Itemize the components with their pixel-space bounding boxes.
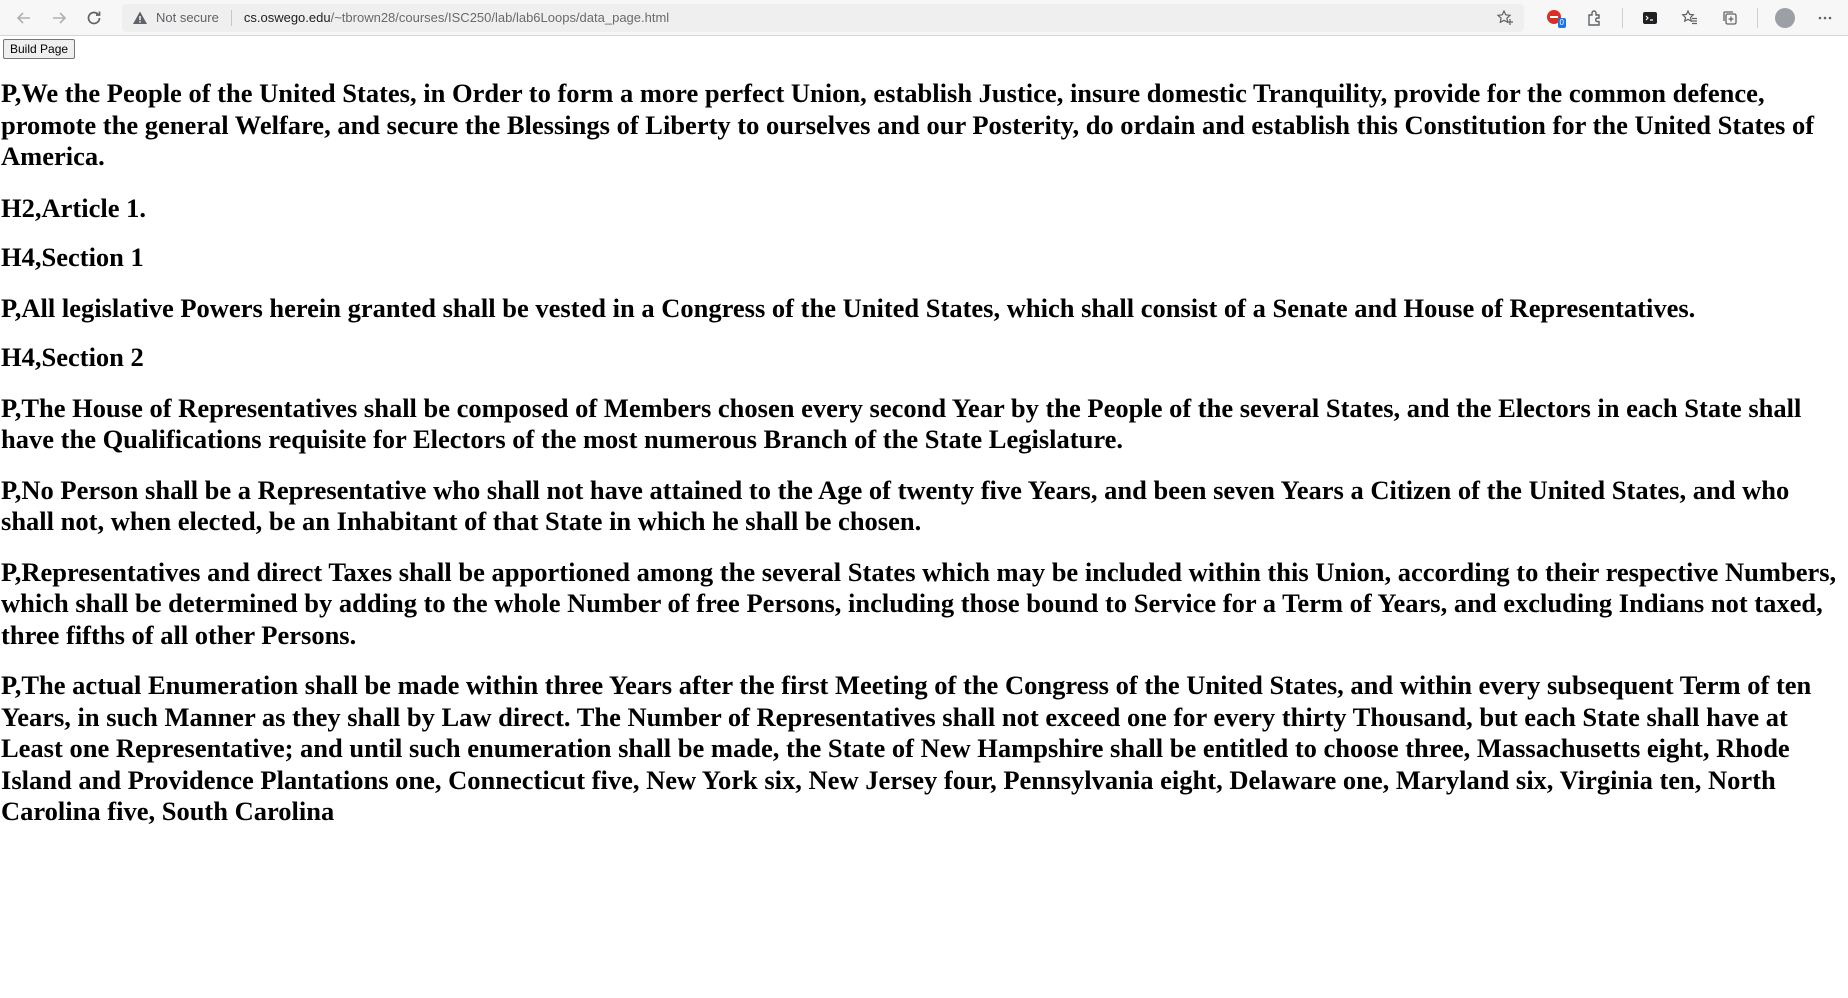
extensions-button[interactable] [1578,3,1612,33]
terminal-icon [1641,9,1659,27]
terminal-extension-button[interactable] [1633,3,1667,33]
add-favorite-icon[interactable] [1496,9,1514,27]
more-menu-icon [1816,9,1834,27]
url-path: /~tbrown28/courses/ISC250/lab/lab6Loops/data_page.html [330,10,670,25]
avatar-icon [1775,8,1795,28]
favorites-button[interactable] [1673,3,1707,33]
forward-arrow-icon [49,8,69,28]
extension-button[interactable] [1538,3,1572,33]
warning-icon [132,10,148,26]
address-bar[interactable] [122,4,1524,32]
collections-icon [1721,9,1739,27]
address-separator [231,10,232,26]
profile-button[interactable] [1768,3,1802,33]
h4-heading: H4,Section 1 [1,242,144,272]
generated-content [1,78,1848,828]
h2-heading: H2,Article 1. [1,192,146,223]
puzzle-icon [1586,9,1604,27]
build-page-button[interactable]: Build Page [3,39,75,59]
paragraph: P,The House of Representatives shall be composed of Members chosen every second Year by the People of the several States, and the Electors in each State shall have the Qualifications requisite for Electors of the most numerous Branch of the State Legislature. [1,392,1802,454]
reload-icon [84,8,104,28]
paragraph: P,Representatives and direct Taxes shall be apportioned among the several States which may be included within this Union, according to their respective Numbers, which shall be determined by adding to the whole Number of free Persons, including those bound to Service for a Term of Years, and excluding Indians not taxed, three fifths of all other Persons. [1,556,1837,650]
paragraph: P,All legislative Powers herein granted shall be vested in a Congress of the United States, which shall consist of a Senate and House of Representatives. [1,292,1696,323]
browser-toolbar [0,0,1848,36]
menu-button[interactable] [1808,3,1842,33]
security-status[interactable]: Not secure [155,10,219,25]
extensions-area [1538,3,1842,33]
paragraph: P,No Person shall be a Representative who shall not have attained to the Age of twenty five Years, and been seven Years a Citizen of the United States, and who shall not, when elected, be an Inhabitant of that State in which he shall be chosen. [1,474,1790,536]
toolbar-divider-2 [1757,8,1758,28]
page-content [0,36,1848,828]
toolbar-divider [1622,8,1623,28]
favorites-star-icon [1681,9,1699,27]
url-text[interactable] [244,10,669,25]
h4-heading: H4,Section 2 [1,342,144,372]
paragraph: P,We the People of the United States, in Order to form a more perfect Union, establish Justice, insure domestic Tranquility, provide for the common defence, promote the general Welfare, and secure the Blessings of Liberty to ourselves and our Posterity, do ordain and establish this Constitution for the United States of America. [1,78,1815,171]
extension-badge: 0 [1559,17,1564,27]
forward-button[interactable] [41,2,76,34]
collections-button[interactable] [1713,3,1747,33]
url-host: cs.oswego.edu [243,10,331,25]
reload-button[interactable] [77,2,112,34]
paragraph: P,The actual Enumeration shall be made within three Years after the first Meeting of the Congress of the United States, and within every subsequent Term of ten Years, in such Manner as they shall by Law direct. The Number of Representatives shall not exceed one for every thirty Thousand, but each State shall have at Least one Representative; and until such enumeration shall be made, the State of New Hampshire shall be entitled to choose three, Massachusetts eight, Rhode Island and Providence Plantations one, Connecticut five, New York six, New Jersey four, Pennsylvania eight, Delaware one, Maryland six, Virginia ten, North Carolina five, South Carolina [1,670,1812,826]
back-button[interactable] [6,2,41,34]
back-arrow-icon [14,8,34,28]
